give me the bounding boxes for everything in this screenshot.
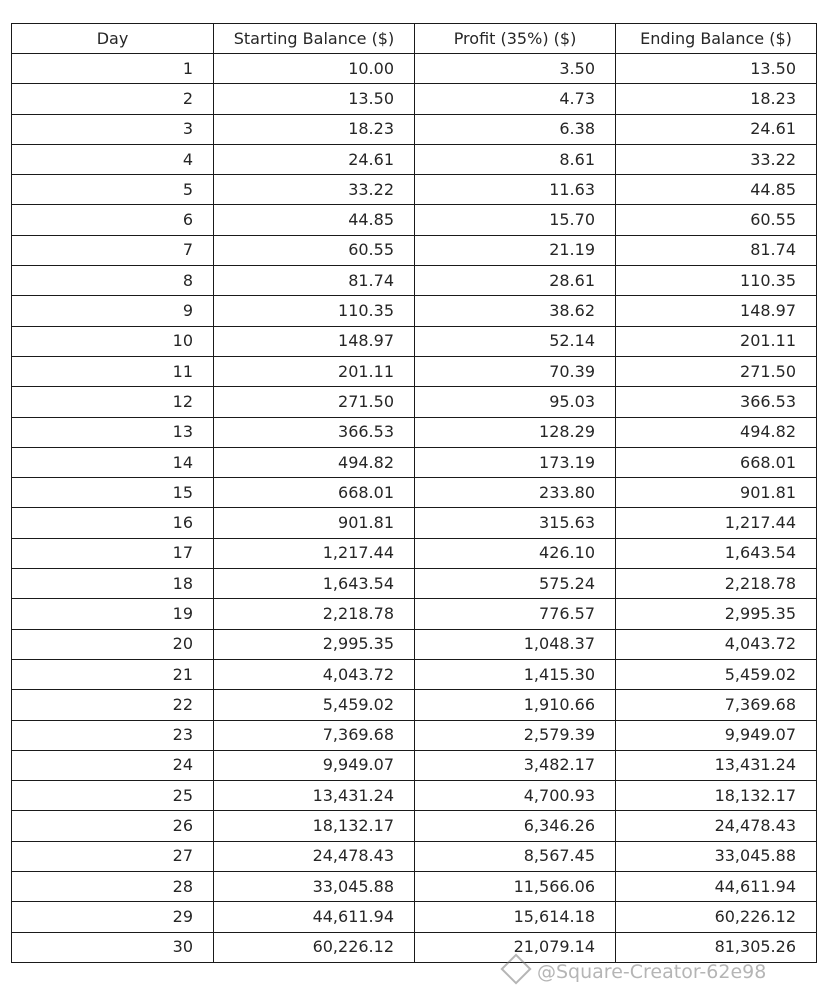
day-cell: 4 — [12, 144, 214, 174]
ending-balance-cell: 44.85 — [616, 175, 817, 205]
header-ending-balance: Ending Balance ($) — [616, 24, 817, 54]
ending-balance-cell: 60.55 — [616, 205, 817, 235]
starting-balance-cell: 60.55 — [214, 235, 415, 265]
profit-cell: 11,566.06 — [415, 872, 616, 902]
table-row — [12, 569, 817, 599]
starting-balance-cell: 366.53 — [214, 417, 415, 447]
ending-balance-cell: 148.97 — [616, 296, 817, 326]
profit-cell: 8,567.45 — [415, 841, 616, 871]
starting-balance-cell: 201.11 — [214, 356, 415, 386]
table-row — [12, 811, 817, 841]
starting-balance-cell: 2,995.35 — [214, 629, 415, 659]
day-cell: 18 — [12, 569, 214, 599]
table-row — [12, 144, 817, 174]
day-cell: 14 — [12, 447, 214, 477]
profit-cell: 315.63 — [415, 508, 616, 538]
starting-balance-cell: 24.61 — [214, 144, 415, 174]
starting-balance-cell: 24,478.43 — [214, 841, 415, 871]
profit-cell: 128.29 — [415, 417, 616, 447]
profit-cell: 1,415.30 — [415, 659, 616, 689]
profit-cell: 8.61 — [415, 144, 616, 174]
starting-balance-cell: 1,217.44 — [214, 538, 415, 568]
profit-cell: 1,910.66 — [415, 690, 616, 720]
table-row — [12, 902, 817, 932]
ending-balance-cell: 2,218.78 — [616, 569, 817, 599]
starting-balance-cell: 18,132.17 — [214, 811, 415, 841]
day-cell: 15 — [12, 478, 214, 508]
day-cell: 28 — [12, 872, 214, 902]
profit-cell: 21,079.14 — [415, 932, 616, 962]
table-row — [12, 387, 817, 417]
day-cell: 8 — [12, 266, 214, 296]
watermark-text: @Square-Creator-62e98 — [537, 961, 767, 983]
starting-balance-cell: 2,218.78 — [214, 599, 415, 629]
table-row — [12, 599, 817, 629]
table-row — [12, 841, 817, 871]
profit-cell: 6.38 — [415, 114, 616, 144]
ending-balance-cell: 18,132.17 — [616, 781, 817, 811]
day-cell: 21 — [12, 659, 214, 689]
table-row — [12, 326, 817, 356]
profit-cell: 1,048.37 — [415, 629, 616, 659]
ending-balance-cell: 81.74 — [616, 235, 817, 265]
table-row — [12, 629, 817, 659]
table-row — [12, 508, 817, 538]
profit-cell: 95.03 — [415, 387, 616, 417]
profit-cell: 38.62 — [415, 296, 616, 326]
ending-balance-cell: 668.01 — [616, 447, 817, 477]
profit-table-container — [11, 23, 816, 963]
ending-balance-cell: 60,226.12 — [616, 902, 817, 932]
ending-balance-cell: 24.61 — [616, 114, 817, 144]
day-cell: 19 — [12, 599, 214, 629]
day-cell: 2 — [12, 84, 214, 114]
table-row — [12, 720, 817, 750]
starting-balance-cell: 1,643.54 — [214, 569, 415, 599]
table-row — [12, 872, 817, 902]
starting-balance-cell: 494.82 — [214, 447, 415, 477]
starting-balance-cell: 9,949.07 — [214, 750, 415, 780]
table-row — [12, 205, 817, 235]
table-row — [12, 781, 817, 811]
starting-balance-cell: 18.23 — [214, 114, 415, 144]
profit-cell: 2,579.39 — [415, 720, 616, 750]
watermark — [505, 958, 766, 983]
day-cell: 11 — [12, 356, 214, 386]
profit-cell: 4.73 — [415, 84, 616, 114]
starting-balance-cell: 668.01 — [214, 478, 415, 508]
profit-cell: 426.10 — [415, 538, 616, 568]
header-profit: Profit (35%) ($) — [415, 24, 616, 54]
table-row — [12, 356, 817, 386]
starting-balance-cell: 7,369.68 — [214, 720, 415, 750]
day-cell: 1 — [12, 54, 214, 84]
table-row — [12, 690, 817, 720]
starting-balance-cell: 4,043.72 — [214, 659, 415, 689]
starting-balance-cell: 271.50 — [214, 387, 415, 417]
day-cell: 13 — [12, 417, 214, 447]
ending-balance-cell: 33.22 — [616, 144, 817, 174]
table-body — [12, 54, 817, 963]
ending-balance-cell: 1,217.44 — [616, 508, 817, 538]
day-cell: 20 — [12, 629, 214, 659]
header-row — [12, 24, 817, 54]
profit-cell: 575.24 — [415, 569, 616, 599]
table-row — [12, 54, 817, 84]
ending-balance-cell: 2,995.35 — [616, 599, 817, 629]
day-cell: 30 — [12, 932, 214, 962]
table-row — [12, 84, 817, 114]
profit-cell: 28.61 — [415, 266, 616, 296]
starting-balance-cell: 44,611.94 — [214, 902, 415, 932]
starting-balance-cell: 5,459.02 — [214, 690, 415, 720]
ending-balance-cell: 18.23 — [616, 84, 817, 114]
ending-balance-cell: 110.35 — [616, 266, 817, 296]
ending-balance-cell: 1,643.54 — [616, 538, 817, 568]
profit-cell: 233.80 — [415, 478, 616, 508]
table-row — [12, 750, 817, 780]
ending-balance-cell: 81,305.26 — [616, 932, 817, 962]
profit-cell: 3.50 — [415, 54, 616, 84]
profit-cell: 3,482.17 — [415, 750, 616, 780]
day-cell: 29 — [12, 902, 214, 932]
table-row — [12, 175, 817, 205]
day-cell: 25 — [12, 781, 214, 811]
ending-balance-cell: 4,043.72 — [616, 629, 817, 659]
ending-balance-cell: 5,459.02 — [616, 659, 817, 689]
starting-balance-cell: 81.74 — [214, 266, 415, 296]
table-row — [12, 114, 817, 144]
starting-balance-cell: 33.22 — [214, 175, 415, 205]
ending-balance-cell: 13,431.24 — [616, 750, 817, 780]
table-header — [12, 24, 817, 54]
starting-balance-cell: 33,045.88 — [214, 872, 415, 902]
day-cell: 5 — [12, 175, 214, 205]
day-cell: 23 — [12, 720, 214, 750]
header-day: Day — [12, 24, 214, 54]
starting-balance-cell: 13,431.24 — [214, 781, 415, 811]
profit-cell: 6,346.26 — [415, 811, 616, 841]
day-cell: 7 — [12, 235, 214, 265]
day-cell: 22 — [12, 690, 214, 720]
starting-balance-cell: 60,226.12 — [214, 932, 415, 962]
table-row — [12, 538, 817, 568]
ending-balance-cell: 201.11 — [616, 326, 817, 356]
profit-cell: 70.39 — [415, 356, 616, 386]
day-cell: 27 — [12, 841, 214, 871]
day-cell: 17 — [12, 538, 214, 568]
square-logo-icon — [500, 953, 531, 984]
table-row — [12, 447, 817, 477]
profit-cell: 11.63 — [415, 175, 616, 205]
starting-balance-cell: 13.50 — [214, 84, 415, 114]
profit-cell: 173.19 — [415, 447, 616, 477]
starting-balance-cell: 110.35 — [214, 296, 415, 326]
starting-balance-cell: 10.00 — [214, 54, 415, 84]
profit-cell: 52.14 — [415, 326, 616, 356]
day-cell: 16 — [12, 508, 214, 538]
ending-balance-cell: 366.53 — [616, 387, 817, 417]
table-row — [12, 296, 817, 326]
day-cell: 10 — [12, 326, 214, 356]
profit-table — [11, 23, 817, 963]
table-row — [12, 235, 817, 265]
profit-cell: 15.70 — [415, 205, 616, 235]
ending-balance-cell: 494.82 — [616, 417, 817, 447]
table-row — [12, 266, 817, 296]
profit-cell: 4,700.93 — [415, 781, 616, 811]
ending-balance-cell: 44,611.94 — [616, 872, 817, 902]
starting-balance-cell: 44.85 — [214, 205, 415, 235]
starting-balance-cell: 901.81 — [214, 508, 415, 538]
table-row — [12, 417, 817, 447]
day-cell: 6 — [12, 205, 214, 235]
header-starting-balance: Starting Balance ($) — [214, 24, 415, 54]
ending-balance-cell: 9,949.07 — [616, 720, 817, 750]
day-cell: 12 — [12, 387, 214, 417]
day-cell: 3 — [12, 114, 214, 144]
profit-cell: 776.57 — [415, 599, 616, 629]
day-cell: 9 — [12, 296, 214, 326]
starting-balance-cell: 148.97 — [214, 326, 415, 356]
day-cell: 24 — [12, 750, 214, 780]
ending-balance-cell: 33,045.88 — [616, 841, 817, 871]
profit-cell: 15,614.18 — [415, 902, 616, 932]
ending-balance-cell: 901.81 — [616, 478, 817, 508]
ending-balance-cell: 271.50 — [616, 356, 817, 386]
table-row — [12, 659, 817, 689]
ending-balance-cell: 13.50 — [616, 54, 817, 84]
profit-cell: 21.19 — [415, 235, 616, 265]
ending-balance-cell: 24,478.43 — [616, 811, 817, 841]
table-row — [12, 478, 817, 508]
ending-balance-cell: 7,369.68 — [616, 690, 817, 720]
day-cell: 26 — [12, 811, 214, 841]
